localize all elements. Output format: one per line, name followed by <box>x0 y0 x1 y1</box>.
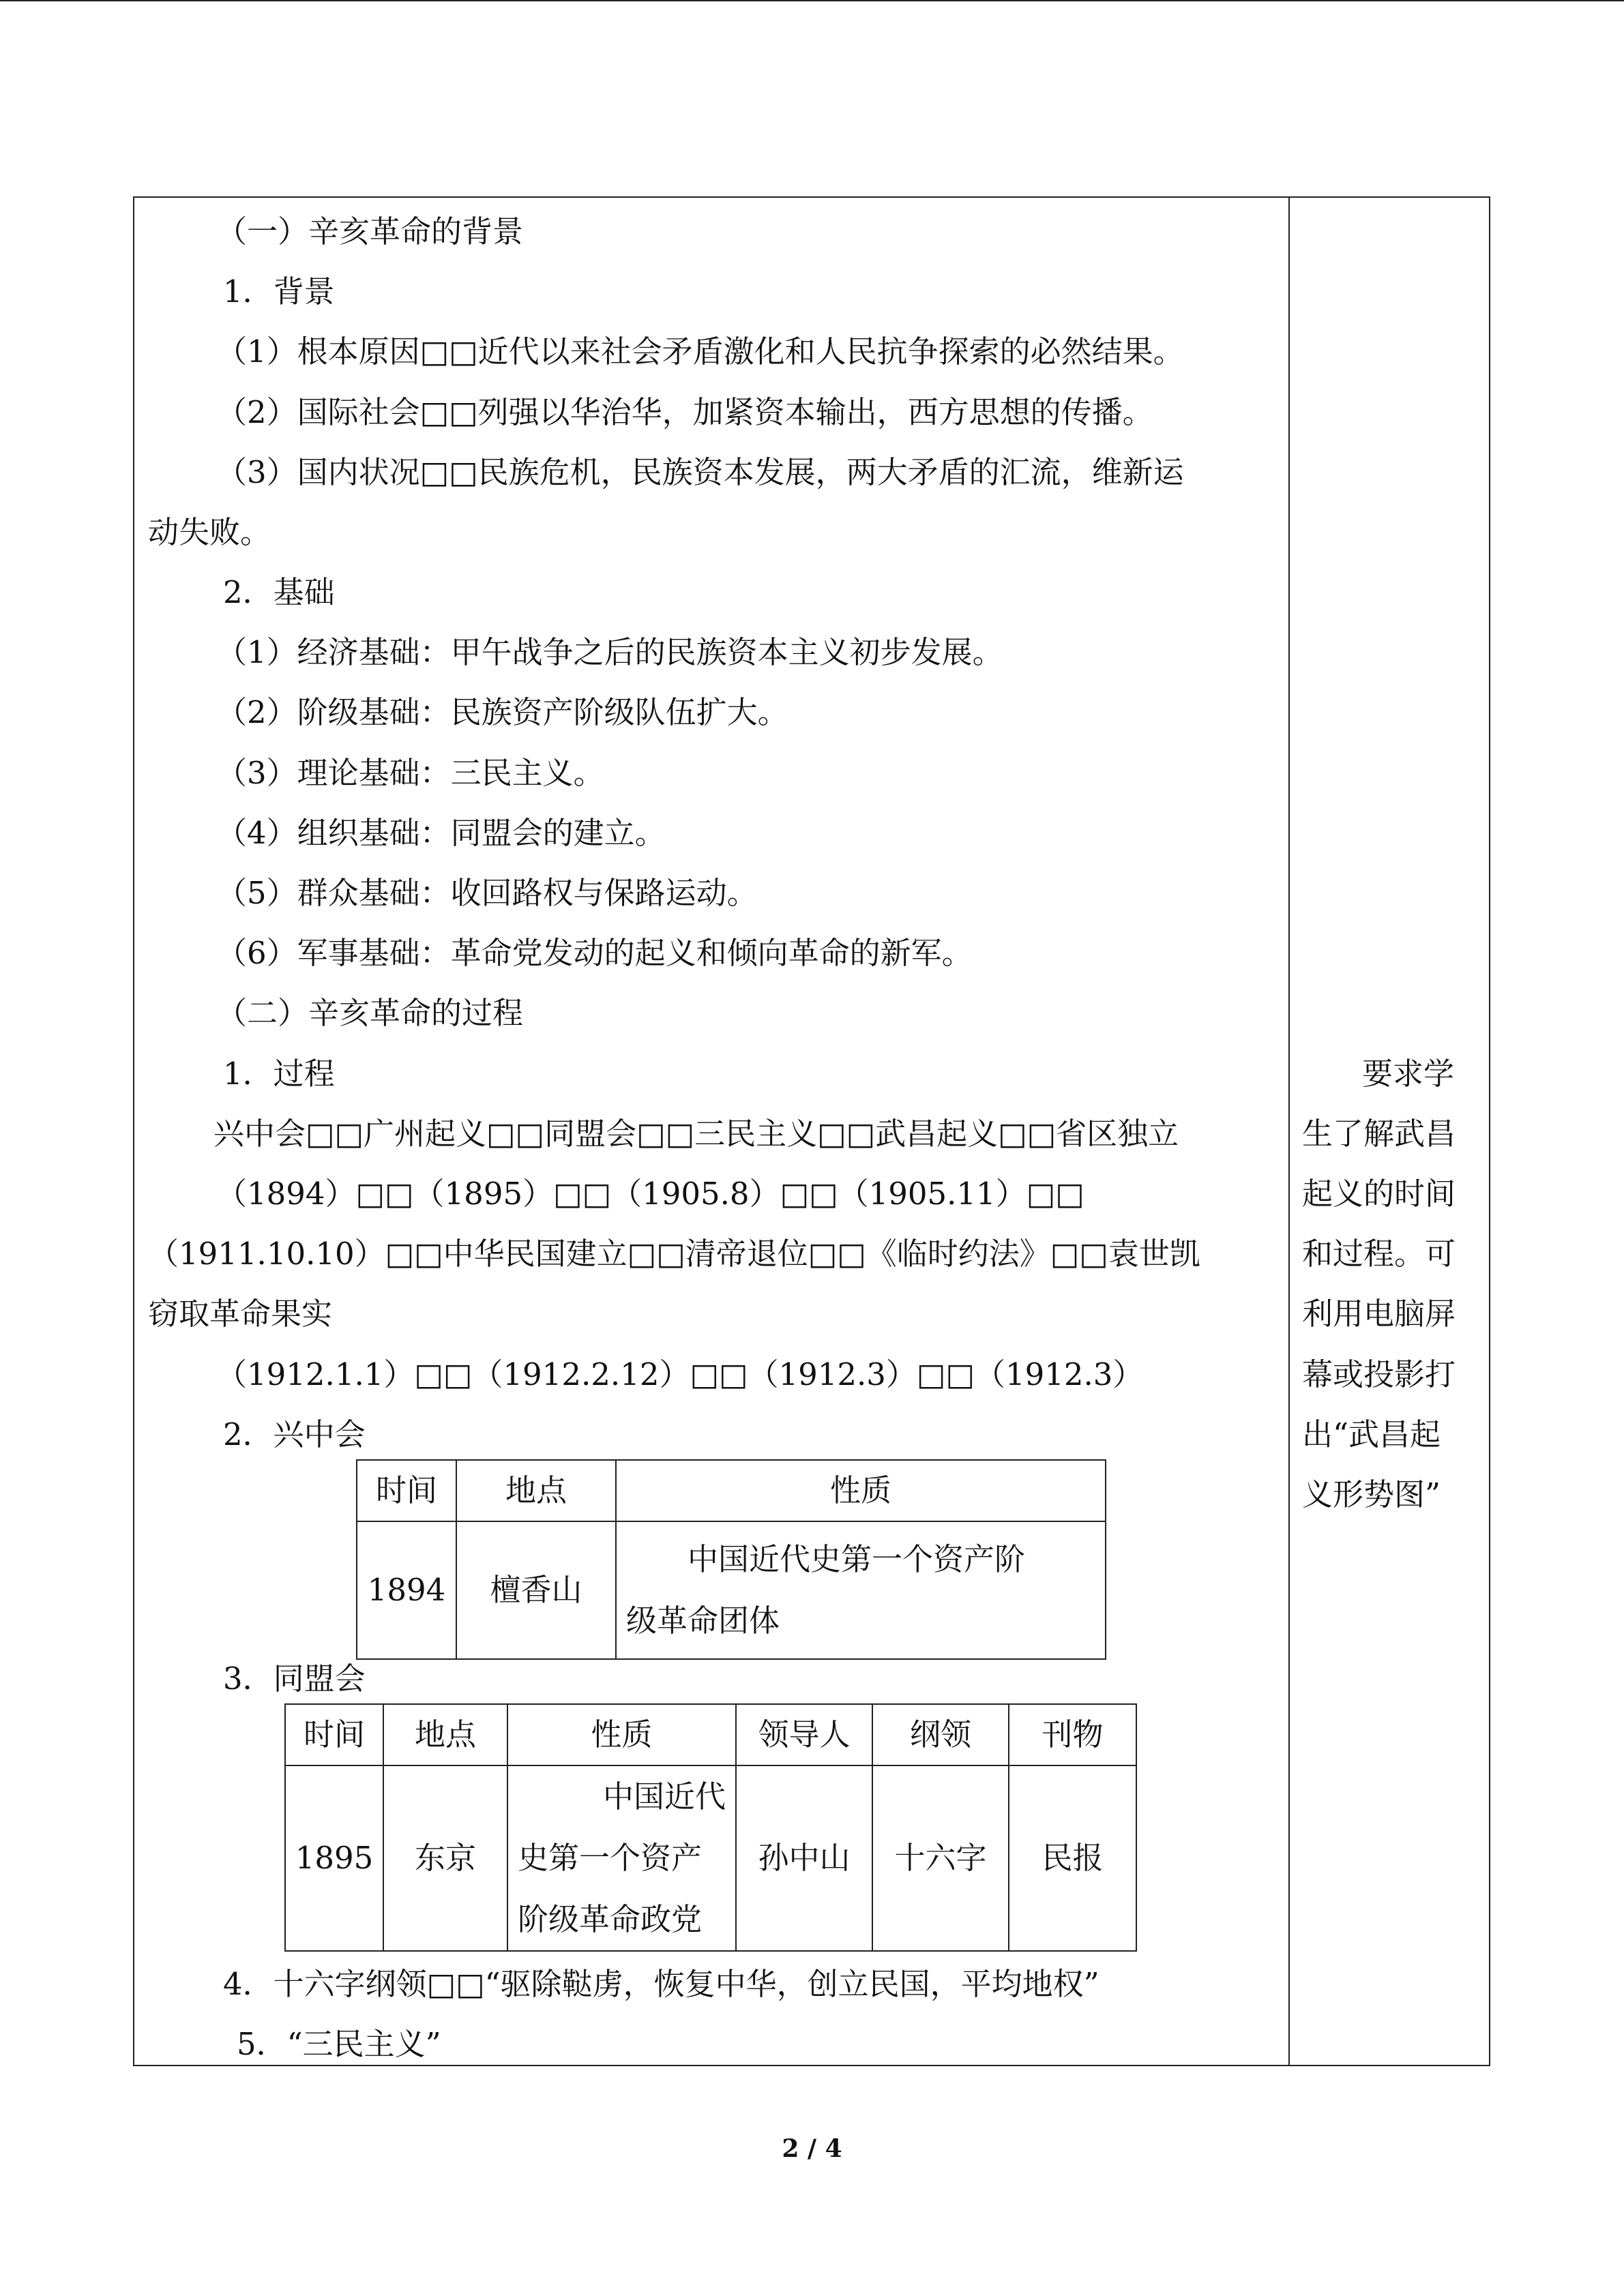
text-line: 5．“三民主义” <box>237 2026 441 2062</box>
text-line: 动失败。 <box>148 514 271 550</box>
table-header: 性质 <box>616 1460 1106 1521</box>
text-line: （1）根本原因□□近代以来社会矛盾激化和人民抗争探索的必然结果。 <box>216 333 1184 370</box>
table-header: 时间 <box>285 1704 383 1765</box>
text-line: （3）国内状况□□民族危机，民族资本发展，两大矛盾的汇流，维新运 <box>216 454 1184 490</box>
sub-heading: 1．过程 <box>223 1056 335 1092</box>
table-header: 时间 <box>357 1460 456 1521</box>
text-line: （4）组织基础：同盟会的建立。 <box>216 815 666 851</box>
side-note-line: 和过程。可 <box>1302 1236 1456 1272</box>
table-cell: 十六字 <box>872 1765 1009 1951</box>
table-header: 领导人 <box>736 1704 872 1765</box>
side-note-line: 利用电脑屏 <box>1302 1296 1456 1332</box>
sub-heading: 2．兴中会 <box>223 1416 366 1452</box>
side-note-line: 起义的时间 <box>1302 1176 1456 1212</box>
cell-text-line: 史第一个资产 <box>518 1840 703 1876</box>
section-heading: （二）辛亥革命的过程 <box>216 995 524 1031</box>
table-header: 地点 <box>383 1704 507 1765</box>
table-cell: 檀香山 <box>456 1521 616 1659</box>
text-line: （2）国际社会□□列强以华治华，加紧资本输出，西方思想的传播。 <box>216 394 1153 430</box>
text-line: （1）经济基础：甲午战争之后的民族资本主义初步发展。 <box>216 634 1003 670</box>
table-cell: 孙中山 <box>736 1765 872 1951</box>
table-header: 性质 <box>507 1704 736 1765</box>
side-note-line: 生了解武昌 <box>1302 1116 1456 1152</box>
page-number: 2 / 4 <box>782 2134 842 2163</box>
column-divider <box>1288 198 1290 2065</box>
side-note-line: 义形势图” <box>1302 1476 1441 1512</box>
timeline-line: （1894）□□（1895）□□（1905.8）□□（1905.11）□□ <box>216 1176 1084 1212</box>
xingzhonghui-table <box>356 1459 1106 1660</box>
sub-heading: 2．基础 <box>223 574 335 610</box>
text-line: （3）理论基础：三民主义。 <box>216 755 604 791</box>
timeline-line: （1911.10.10）□□中华民国建立□□清帝退位□□《临时约法》□□袁世凯 <box>148 1236 1200 1272</box>
table-cell: 1894 <box>357 1521 456 1659</box>
table-header: 刊物 <box>1009 1704 1136 1765</box>
cell-text-line: 中国近代史第一个资产阶 <box>688 1541 1026 1577</box>
table-header: 纲领 <box>872 1704 1009 1765</box>
side-note-line: 要求学 <box>1362 1056 1455 1092</box>
sub-heading: 1．背景 <box>223 273 335 310</box>
timeline-line: 兴中会□□广州起义□□同盟会□□三民主义□□武昌起义□□省区独立 <box>213 1116 1179 1152</box>
table-cell-nature <box>616 1521 1106 1659</box>
text-line: （5）群众基础：收回路权与保路运动。 <box>216 875 758 911</box>
table-cell: 东京 <box>383 1765 507 1951</box>
cell-text-line: 中国近代 <box>602 1778 726 1815</box>
cell-text-line: 阶级革命政党 <box>518 1901 703 1937</box>
text-line: 4．十六字纲领□□“驱除鞑虏，恢复中华，创立民国，平均地权” <box>223 1966 1099 2002</box>
side-note-line: 出“武昌起 <box>1302 1416 1441 1452</box>
text-line: （6）军事基础：革命党发动的起义和倾向革命的新军。 <box>216 935 973 971</box>
table-cell-nature <box>507 1765 736 1951</box>
cell-text-line: 级革命团体 <box>626 1602 780 1639</box>
top-rule <box>0 0 1624 1</box>
timeline-line: 窃取革命果实 <box>148 1296 333 1332</box>
table-header: 地点 <box>456 1460 616 1521</box>
table-cell: 民报 <box>1009 1765 1136 1951</box>
section-heading: （一）辛亥革命的背景 <box>216 213 524 250</box>
side-note-line: 幕或投影打 <box>1302 1356 1456 1392</box>
content-frame <box>133 196 1490 2066</box>
tongmenghui-table <box>284 1703 1137 1952</box>
timeline-line: （1912.1.1）□□（1912.2.12）□□（1912.3）□□（1912.3） <box>216 1356 1144 1392</box>
text-line: （2）阶级基础：民族资产阶级队伍扩大。 <box>216 694 788 730</box>
sub-heading: 3．同盟会 <box>223 1660 366 1697</box>
table-cell: 1895 <box>285 1765 383 1951</box>
